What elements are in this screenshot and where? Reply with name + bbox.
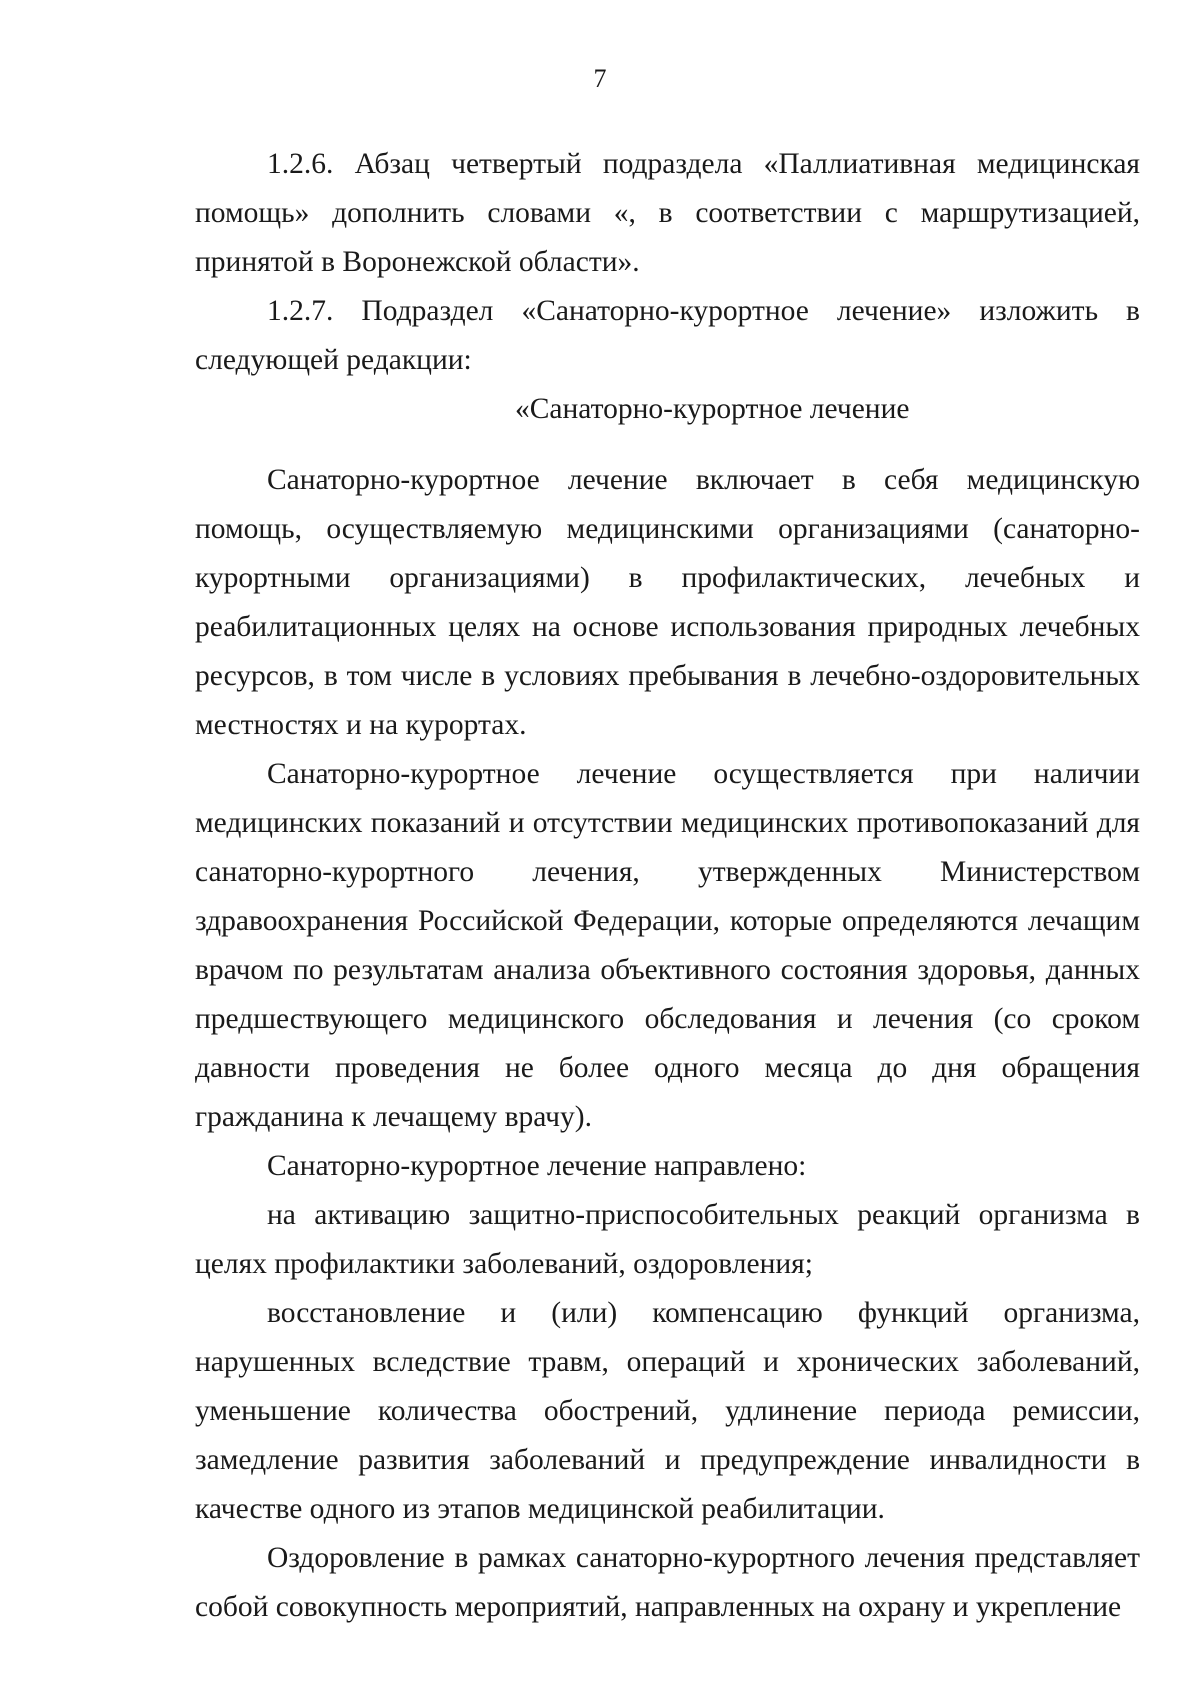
document-body — [195, 140, 1140, 1632]
paragraph-activation: на активацию защитно-приспособительных реакций организма в целях профилактики заболеваний, оздоровления; — [195, 1199, 1140, 1280]
paragraph-directed: Санаторно-курортное лечение направлено: — [267, 1150, 807, 1182]
paragraph-definition: Санаторно-курортное лечение включает в себя медицинскую помощь, осуществляемую медицинскими организациями (санаторно-курортными организациями) в профилактических, лечебных и реабилитационных целях на основе использования природных лечебных ресурсов, в том числе в условиях пребывания в лечебно-оздоровительных местностях и на курортах. — [195, 464, 1140, 741]
paragraph-1-2-7: 1.2.7. Подраздел «Санаторно-курортное лечение» изложить в следующей редакции: — [195, 295, 1140, 376]
paragraph-indications: Санаторно-курортное лечение осуществляется при наличии медицинских показаний и отсутствии медицинских противопоказаний для санаторно-курортного лечения, утвержденных Министерством здравоохранения Российской Федерации, которые определяются лечащим врачом по результатам анализа объективного состояния здоровья, данных предшествующего медицинского обследования и лечения (со сроком давности проведения не более одного месяца до дня обращения гражданина к лечащему врачу). — [195, 758, 1140, 1133]
section-heading: «Санаторно-курортное лечение — [515, 393, 910, 425]
page-number: 7 — [593, 64, 607, 93]
paragraph-restoration: восстановление и (или) компенсацию функций организма, нарушенных вследствие травм, операций и хронических заболеваний, уменьшение количества обострений, удлинение периода ремиссии, замедление развития заболеваний и предупреждение инвалидности в качестве одного из этапов медицинской реабилитации. — [195, 1297, 1140, 1525]
paragraph-1-2-6: 1.2.6. Абзац четвертый подраздела «Паллиативная медицинская помощь» дополнить словами «, в соответствии с маршрутизацией, принятой в Воронежской области». — [195, 148, 1140, 278]
paragraph-wellness: Оздоровление в рамках санаторно-курортного лечения представляет собой совокупность мероприятий, направленных на охрану и укрепление — [195, 1542, 1140, 1623]
